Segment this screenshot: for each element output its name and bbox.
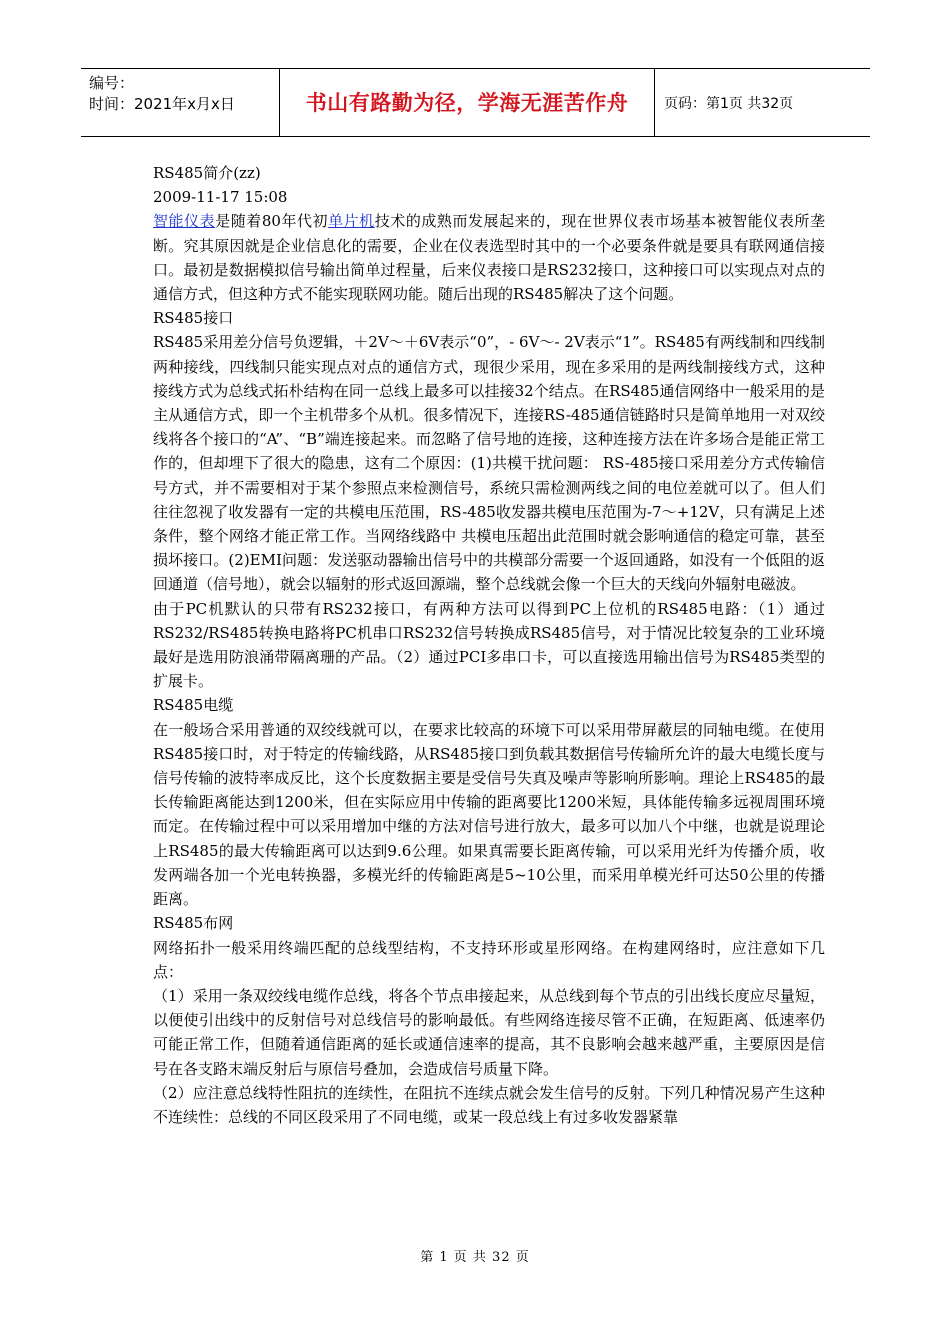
network-paragraph-1: 网络拓扑一般采用终端匹配的总线型结构，不支持环形或星形网络。在构建网络时，应注意如下几点： — [153, 938, 825, 981]
article-body — [153, 161, 825, 1129]
page-footer: 第 1 页 共 32 页 — [420, 1250, 530, 1265]
intro-text-1: 是随着80年代初 — [215, 212, 329, 231]
header-motto: 书山有路勤为径，学海无涯苦作舟 — [305, 91, 629, 115]
cable-paragraph: 在一般场合采用普通的双绞线就可以，在要求比较高的环境下可以采用带屏蔽层的同轴电缆。在使用RS485接口时，对于特定的传输线路，从RS485接口到负载其数据信号传输所允许的最大电缆长度与信号传输的波特率成反比，这个长度数据主要是受信号失真及噪声等影响所影响。理论上RS485的最长传输距离能达到1200米，但在实际应用中传输的距离要比1200米短，具体能传输多远视周围环境而定。在传输过程中可以采用增加中继的方法对信号进行放大，最多可以加八个中继，也就是说理论上RS485的最大传输距离可以达到9.6公理。如果真需要长距离传输，可以采用光纤为传播介质，收发两端各加一个光电转换器，多模光纤的传输距离是5~10公里，而采用单模光纤可达50公里的传播距离。 — [153, 720, 825, 909]
document-time-label: 时间：2021年x月x日 — [89, 95, 235, 113]
document-number-label: 编号： — [89, 74, 135, 92]
link-microcontroller[interactable]: 单片机 — [328, 212, 375, 231]
article-date: 2009-11-17 15:08 — [153, 188, 288, 207]
header-divider-right — [654, 69, 655, 136]
article-title: RS485简介(zz) — [153, 164, 261, 182]
network-paragraph-2: （1）采用一条双绞线电缆作总线，将各个节点串接起来，从总线到每个节点的引出线长度应尽量短，以便使引出线中的反射信号对总线信号的影响最低。有些网络连接尽管不正确，在短距离、低速率仍可能正常工作，但随着通信距离的延长或通信速率的提高，其不良影响会越来越严重，主要原因是信号在各支路末端反射后与原信号叠加，会造成信号质量下降。 — [153, 986, 825, 1078]
section-title-cable: RS485电缆 — [153, 696, 234, 715]
intro-paragraph — [153, 209, 825, 306]
header-meta — [89, 73, 279, 115]
page-header — [81, 68, 870, 137]
header-page-info: 页码：第1页 共32页 — [664, 96, 794, 112]
network-paragraph-3: （2）应注意总线特性阻抗的连续性，在阻抗不连续点就会发生信号的反射。下列几种情况易产生这种不连续性：总线的不同区段采用了不同电缆，或某一段总线上有过多收发器紧靠 — [153, 1083, 825, 1126]
section-title-interface: RS485接口 — [153, 309, 234, 328]
interface-paragraph-1: RS485采用差分信号负逻辑，＋2V～＋6V表示“0”，- 6V～- 2V表示“1”。RS485有两线制和四线制两种接线，四线制只能实现点对点的通信方式，现很少采用，现在多采用的是两线制接线方式，这种接线方式为总线式拓朴结构在同一总线上最多可以挂接32个结点。在RS485通信网络中一般采用的是主从通信方式，即一个主机带多个从机。很多情况下，连接RS-485通信链路时只是简单地用一对双绞线将各个接口的“A”、“B”端连接起来。而忽略了信号地的连接，这种连接方法在许多场合是能正常工作的，但却埋下了很大的隐患，这有二个原因：(1)共模干扰问题： RS-485接口采用差分方式传输信号方式，并不需要相对于某个参照点来检测信号，系统只需检测两线之间的电位差就可以了。但人们往往忽视了收发器有一定的共模电压范围，RS-485收发器共模电压范围为-7～+12V，只有满足上述条件，整个网络才能正常工作。当网络线路中 共模电压超出此范围时就会影响通信的稳定可靠，甚至损坏接口。(2)EMI问题：发送驱动器输出信号中的共模部分需要一个返回通路，如没有一个低阻的返回通道（信号地），就会以辐射的形式返回源端，整个总线就会像一个巨大的天线向外辐射电磁波。 — [153, 333, 825, 594]
section-title-network: RS485布网 — [153, 914, 234, 933]
intro-text-2: 技术的成熟而发展起来的，现在世界仪表市场基本被智能仪表所垄断。究其原因就是企业信息化的需要，企业在仪表选型时其中的一个必要条件就是要具有联网通信接口。最初是数据模拟信号输出简单过程量，后来仪表接口是RS232接口，这种接口可以实现点对点的通信方式，但这种方式不能实现联网功能。随后出现的RS485解决了这个问题。 — [153, 212, 825, 304]
interface-paragraph-2: 由于PC机默认的只带有RS232接口，有两种方法可以得到PC上位机的RS485电路：（1）通过RS232/RS485转换电路将PC机串口RS232信号转换成RS485信号，对于情况比较复杂的工业环境最好是选用防浪涌带隔离珊的产品。（2）通过PCI多串口卡，可以直接选用输出信号为RS485类型的扩展卡。 — [153, 599, 825, 691]
link-smart-instrument[interactable]: 智能仪表 — [153, 212, 216, 231]
